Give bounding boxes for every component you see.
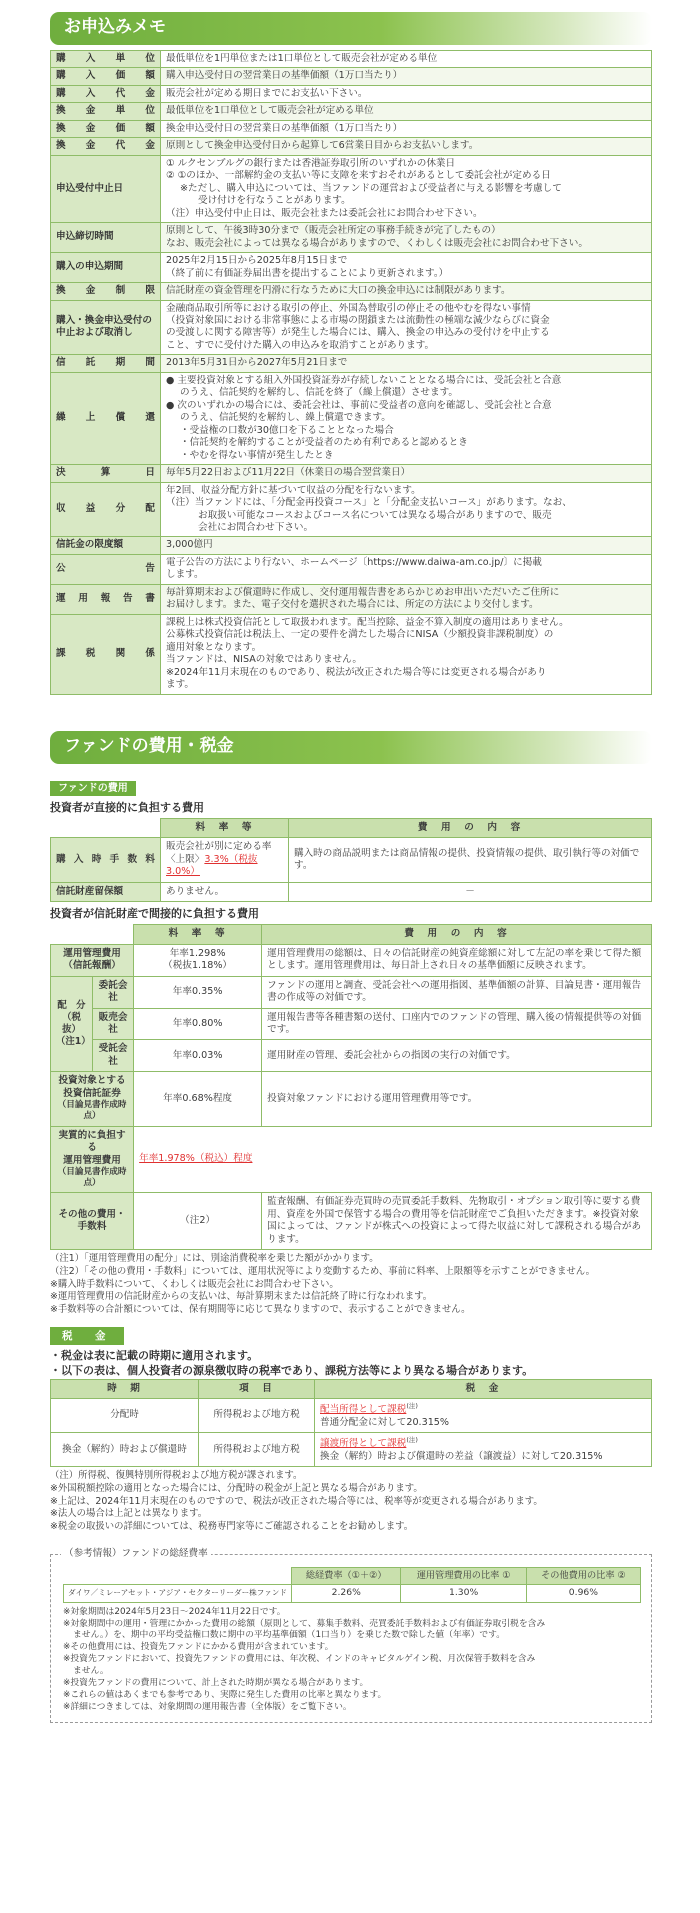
memo-row xyxy=(51,138,652,155)
memo-key: 公告 xyxy=(51,554,161,584)
col-mgmt: 運用管理費用の比率 ① xyxy=(401,1567,526,1584)
retention-label: 信託財産留保額 xyxy=(51,882,161,901)
memo-row xyxy=(51,253,652,283)
memo-row xyxy=(51,68,652,85)
expense-ratio-table xyxy=(63,1567,641,1603)
memo-row xyxy=(51,372,652,464)
split-row xyxy=(51,976,652,1008)
purchase-fee-rate: 販売会社が別に定める率 〈上限〉3.3%（税抜3.0%） xyxy=(161,838,289,882)
tax-row xyxy=(51,1433,652,1467)
memo-row xyxy=(51,584,652,614)
mgmt-fee-rate: 年率1.298% （税抜1.18%） xyxy=(134,944,262,976)
tax-item: 所得税および地方税 xyxy=(199,1433,315,1467)
split-content: ファンドの運用と調査、受託会社への運用指図、基準価額の計算、目論見書・運用報告書の作成等の対価です。 xyxy=(262,976,652,1008)
memo-row xyxy=(51,223,652,253)
col-item: 項 目 xyxy=(199,1379,315,1398)
col-content: 費 用 の 内 容 xyxy=(289,818,652,837)
split-label: 配 分 （税抜） （注1） xyxy=(51,976,93,1072)
fee-note: ※購入時手数料について、くわしくは販売会社にお問合わせ下さい。 xyxy=(50,1278,339,1290)
memo-key: 繰上償還 xyxy=(51,372,161,464)
col-rate: 料 率 等 xyxy=(161,818,289,837)
reference-note: ※対象期間は2024年5月23日～2024年11月22日です。 xyxy=(63,1606,286,1617)
col-other: その他費用の比率 ② xyxy=(526,1567,640,1584)
mgmt-ratio: 1.30% xyxy=(401,1585,526,1602)
reference-note: ※投資先ファンドの費用について、計上された時期が異なる場合があります。 xyxy=(63,1677,369,1688)
target-fund-rate: 年率0.68%程度 xyxy=(134,1072,262,1126)
memo-row xyxy=(51,300,652,355)
split-name: 委託会社 xyxy=(93,976,134,1008)
total-ratio: 2.26% xyxy=(292,1585,401,1602)
reference-title: （参考情報）ファンドの総経費率 xyxy=(61,1548,211,1561)
reference-note: ※これらの値はあくまでも参考であり、実際に発生した費用の比率と異なります。 xyxy=(63,1689,387,1700)
memo-value: 年2回、収益分配方針に基づいて収益の分配を行ないます。 （注）当ファンドには、「分配金再投資コース」と「分配金支払いコース」があります。なお、 お取扱い可能なコースおよびコース名については異なる場合がありますので、販売 会社にお問合わせ下さい。 xyxy=(161,482,652,537)
fee-note: （注1）「運用管理費用の配分」には、別途消費税率を乗じた額がかかります。 xyxy=(50,1253,379,1265)
tax-detail: 譲渡所得として課税$^{(注)}$ 換金（解約）時および償還時の差益（譲渡益）に対して20.315% xyxy=(315,1433,652,1467)
fund-fees-label: ファンドの費用 xyxy=(50,781,136,797)
memo-key: 信託期間 xyxy=(51,355,161,372)
target-fund-label: 投資対象とする 投資信託証券 （目論見書作成時点） xyxy=(51,1072,134,1126)
tax-item: 所得税および地方税 xyxy=(199,1399,315,1433)
tax-note: ※上記は、2024年11月末現在のものですので、税法が改正された場合等には、税率等が変更される場合があります。 xyxy=(50,1495,543,1507)
memo-key: 収益分配 xyxy=(51,482,161,537)
memo-row xyxy=(51,120,652,137)
actual-fee-label: 実質的に負担する 運用管理費用 （目論見書作成時点） xyxy=(51,1126,134,1193)
memo-key: 購入・換金申込受付の中止および取消し xyxy=(51,300,161,355)
actual-fee-rate: 年率1.978%（税込）程度 xyxy=(134,1126,652,1193)
memo-row xyxy=(51,554,652,584)
memo-key: 購入価額 xyxy=(51,68,161,85)
memo-value: 毎年5月22日および11月22日（休業日の場合翌営業日） xyxy=(161,465,652,482)
target-fund-content: 投資対象ファンドにおける運用管理費用等です。 xyxy=(262,1072,652,1126)
memo-value: 金融商品取引所等における取引の停止、外国為替取引の停止その他やむを得ない事情 （投資対象国における非常事態による市場の閉鎖または流動性の極端な減少ならびに資金 の受渡しに関する障害等）が発生した場合には、購入、換金の申込みの受付けを中止する こと、すでに受付けた購入の申込みを取消すことがあります。 xyxy=(161,300,652,355)
col-time: 時 期 xyxy=(51,1379,199,1398)
fees-title: ファンドの費用・税金 xyxy=(64,735,234,756)
split-content: 運用報告書等各種書類の送付、口座内でのファンドの管理、購入後の情報提供等の対価です。 xyxy=(262,1008,652,1040)
col-total: 総経費率（①＋②） xyxy=(292,1567,401,1584)
memo-row xyxy=(51,614,652,694)
memo-key: 購入単位 xyxy=(51,51,161,68)
tax-time: 換金（解約）時および償還時 xyxy=(51,1433,199,1467)
memo-key: 決算日 xyxy=(51,465,161,482)
retention-content: － xyxy=(289,882,652,901)
purchase-fee-content: 購入時の商品説明または商品情報の提供、投資情報の提供、取引執行等の対価です。 xyxy=(289,838,652,882)
memo-row xyxy=(51,482,652,537)
reference-note: ※投資先ファンドにおいて、投資先ファンドの費用には、年次税、インドのキャピタルゲイン税、月次保管手数料を含み xyxy=(63,1654,536,1665)
col-content-2: 費 用 の 内 容 xyxy=(262,925,652,944)
memo-value: 電子公告の方法により行ない、ホームページ〔https://www.daiwa-am.co.jp/〕に掲載 します。 xyxy=(161,554,652,584)
memo-value: 購入申込受付日の翌営業日の基準価額（1万口当たり） xyxy=(161,68,652,85)
split-name: 販売会社 xyxy=(93,1008,134,1040)
memo-key: 換金価額 xyxy=(51,120,161,137)
memo-value: 毎計算期末および償還時に作成し、交付運用報告書をあらかじめお申出いただいたご住所に お届けします。また、電子交付を選択された場合には、所定の方法により交付します。 xyxy=(161,584,652,614)
memo-key: 換金単位 xyxy=(51,103,161,120)
tax-note: ※外国税額控除の適用となった場合には、分配時の税金が上記と異なる場合があります。 xyxy=(50,1483,423,1495)
memo-value: 2013年5月31日から2027年5月21日まで xyxy=(161,355,652,372)
other-fee-content: 監査報酬、有価証券売買時の売買委託手数料、先物取引・オプション取引等に要する費用、資産を外国で保管する場合の費用等を信託財産でご負担いただきます。※投資対象国によっては、ファンドが株式への投資によって得た収益に対して課税される場合があります。 xyxy=(262,1193,652,1250)
split-rate: 年率0.80% xyxy=(134,1008,262,1040)
memo-key: 購入代金 xyxy=(51,85,161,102)
split-row xyxy=(51,1040,652,1072)
memo-row xyxy=(51,537,652,554)
memo-value: 2025年2月15日から2025年8月15日まで （終了前に有価証券届出書を提出することにより更新されます。） xyxy=(161,253,652,283)
mgmt-fee-label: 運用管理費用 （信託報酬） xyxy=(51,944,134,976)
direct-fee-table xyxy=(50,818,652,902)
memo-row xyxy=(51,51,652,68)
tax-table xyxy=(50,1379,652,1468)
reference-notes xyxy=(63,1607,641,1714)
retention-rate: ありません。 xyxy=(161,882,289,901)
reference-box xyxy=(50,1547,652,1723)
direct-fees-label: 投資者が直接的に負担する費用 xyxy=(50,801,204,815)
memo-value: 原則として、午後3時30分まで（販売会社所定の事務手続きが完了したもの） なお、販売会社によっては異なる場合がありますので、くわしくは販売会社にお問合わせ下さい。 xyxy=(161,223,652,253)
memo-value: ① ルクセンブルグの銀行または香港証券取引所のいずれかの休業日 ② ①のほか、一部解約金の支払い等に支障を来すおそれがあるとして委託会社が定める日 ※ただし、購入申込については、当ファンドの運営および受益者に与える影響を考慮して 受け付けを行なうことがあります。 （注）申込受付中止日は、販売会社または委託会社にお問合わせ下さい。 xyxy=(161,155,652,222)
memo-key: 申込受付中止日 xyxy=(51,155,161,222)
reference-note: ません。 xyxy=(73,1666,109,1677)
memo-row xyxy=(51,465,652,482)
split-rate: 年率0.03% xyxy=(134,1040,262,1072)
indirect-fee-table xyxy=(50,924,652,1250)
tax-notes xyxy=(50,1470,652,1533)
memo-key: 換金制限 xyxy=(51,283,161,300)
reference-note: ※対象期間中の運用・管理にかかった費用の総額（原則として、募集手数料、売買委託手数料および有価証券取引税を含み xyxy=(63,1618,546,1629)
memo-value: 3,000億円 xyxy=(161,537,652,554)
purchase-fee-label: 購入時手数料 xyxy=(51,838,161,882)
fee-notes xyxy=(50,1253,652,1316)
tax-label: 税 金 xyxy=(50,1327,124,1345)
split-row xyxy=(51,1008,652,1040)
fund-name: ダイワ／ミレーアセット・アジア・セクターリーダー株ファンド xyxy=(64,1585,292,1602)
memo-value: 換金申込受付日の翌営業日の基準価額（1万口当たり） xyxy=(161,120,652,137)
tax-bullets: ・税金は表に記載の時期に適用されます。 ・以下の表は、個人投資者の源泉徴収時の税率であり、課税方法等により異なる場合があります。 xyxy=(50,1348,534,1378)
tax-note: （注）所得税、復興特別所得税および地方税が課されます。 xyxy=(50,1470,303,1482)
split-rate: 年率0.35% xyxy=(134,976,262,1008)
memo-header xyxy=(50,12,652,45)
tax-detail: 配当所得として課税$^{(注)}$ 普通分配金に対して20.315% xyxy=(315,1399,652,1433)
indirect-fees-label: 投資者が信託財産で間接的に負担する費用 xyxy=(50,907,259,921)
memo-value: 信託財産の資金管理を円滑に行なうために大口の換金申込には制限があります。 xyxy=(161,283,652,300)
mgmt-fee-content: 運用管理費用の総額は、日々の信託財産の純資産総額に対して左記の率を乗じて得た額とします。運用管理費用は、毎日計上され日々の基準価額に反映されます。 xyxy=(262,944,652,976)
col-tax: 税 金 xyxy=(315,1379,652,1398)
other-fee-label: その他の費用・ 手数料 xyxy=(51,1193,134,1250)
split-content: 運用財産の管理、委託会社からの指図の実行の対価です。 xyxy=(262,1040,652,1072)
memo-key: 購入の申込期間 xyxy=(51,253,161,283)
memo-title: お申込みメモ xyxy=(64,17,166,37)
reference-note: ※その他費用には、投資先ファンドにかかる費用が含まれています。 xyxy=(63,1642,334,1653)
col-rate-2: 料 率 等 xyxy=(134,925,262,944)
memo-key: 換金代金 xyxy=(51,138,161,155)
memo-value: 原則として換金申込受付日から起算して6営業日目からお支払いします。 xyxy=(161,138,652,155)
memo-key: 課税関係 xyxy=(51,614,161,694)
memo-value: 課税上は株式投資信託として取扱われます。配当控除、益金不算入制度の適用はありません。 公募株式投資信託は税法上、一定の要件を満たした場合にNISA（少額投資非課税制度）の 適用対象となります。 当ファンドは、NISAの対象ではありません。 ※2024年11月末現在のものであり、税法が改正された場合等には変更される場合があり ます。 xyxy=(161,614,652,694)
memo-row xyxy=(51,85,652,102)
split-name: 受託会社 xyxy=(93,1040,134,1072)
fees-header xyxy=(50,731,652,764)
tax-time: 分配時 xyxy=(51,1399,199,1433)
fee-note: ※運用管理費用の信託財産からの支払いは、毎計算期末または信託終了時に行なわれます。 xyxy=(50,1291,433,1303)
memo-value: 最低単位を1円単位または1口単位として販売会社が定める単位 xyxy=(161,51,652,68)
reference-note: ません。）を、期中の平均受益権口数に期中の平均基準価額（1口当り）を乗じた数で除した値（年率）です。 xyxy=(73,1630,506,1641)
memo-row xyxy=(51,103,652,120)
memo-value: 最低単位を1口単位として販売会社が定める単位 xyxy=(161,103,652,120)
memo-table xyxy=(50,50,652,695)
other-ratio: 0.96% xyxy=(526,1585,640,1602)
fee-note: （注2）「その他の費用・手数料」については、運用状況等により変動するため、事前に料率、上限額等を示すことができません。 xyxy=(50,1265,596,1277)
memo-key: 信託金の限度額 xyxy=(51,537,161,554)
purchase-fee-cap: 3.3%（税抜3.0%） xyxy=(166,853,258,878)
tax-row xyxy=(51,1399,652,1433)
memo-row xyxy=(51,155,652,222)
memo-value: 販売会社が定める期日までにお支払い下さい。 xyxy=(161,85,652,102)
fee-note: ※手数料等の合計額については、保有期間等に応じて異なりますので、表示することができません。 xyxy=(50,1304,471,1316)
memo-row xyxy=(51,283,652,300)
reference-note: ※詳細につきましては、対象期間の運用報告書（全体版）をご覧下さい。 xyxy=(63,1701,352,1712)
other-fee-rate: （注2） xyxy=(134,1193,262,1250)
memo-key: 申込締切時間 xyxy=(51,223,161,253)
tax-note: ※税金の取扱いの詳細については、税務専門家等にご確認されることをお勧めします。 xyxy=(50,1521,414,1533)
memo-row xyxy=(51,355,652,372)
tax-note: ※法人の場合は上記とは異なります。 xyxy=(50,1508,208,1520)
memo-value: ● 主要投資対象とする組入外国投資証券が存続しないこととなる場合には、受託会社と合意 のうえ、信託契約を解約し、信託を終了（繰上償還）させます。 ● 次のいずれかの場合には、委託会社は、事前に受益者の意向を確認し、受託会社と合意 のうえ、信託契約を解約し、繰上償還できます。 ・受益権の口数が30億口を下ることとなった場合 ・信託契約を解約することが受益者のため有利であると認めるとき ・やむを得ない事情が発生したとき xyxy=(161,372,652,464)
memo-key: 運用報告書 xyxy=(51,584,161,614)
